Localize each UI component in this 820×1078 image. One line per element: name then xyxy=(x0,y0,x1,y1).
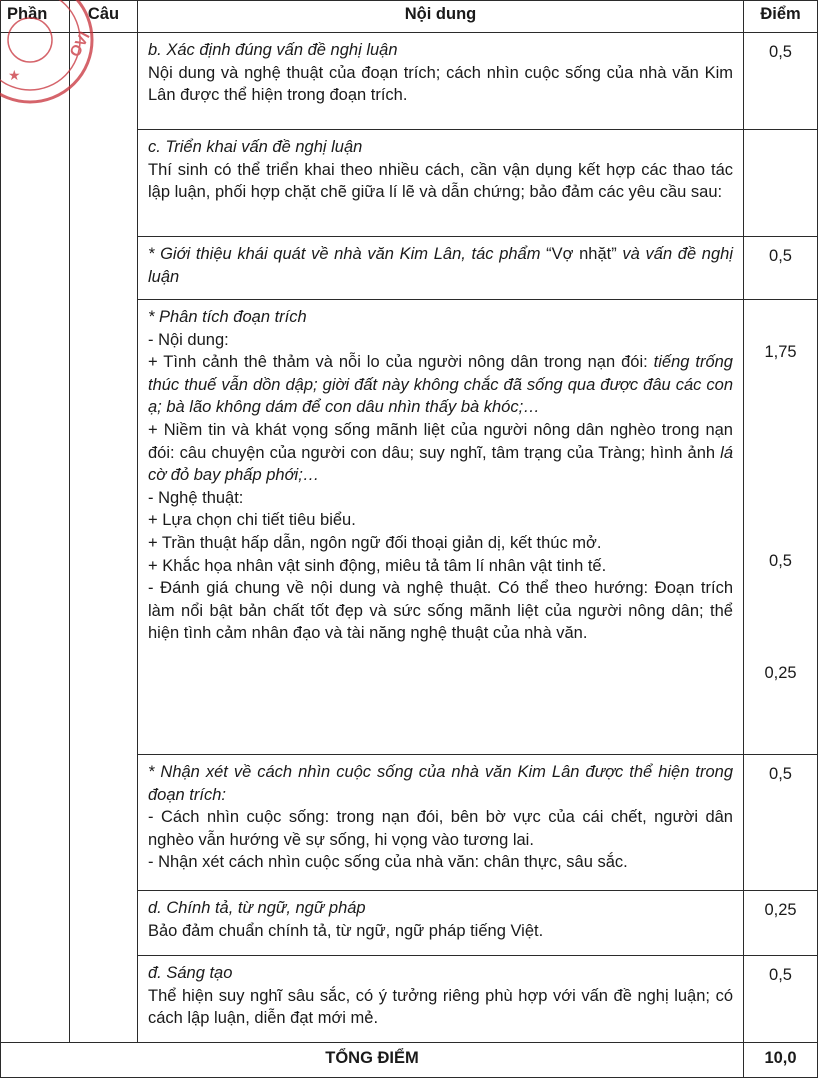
analysis-content-heading: - Nội dung: xyxy=(148,330,229,349)
phan-cell xyxy=(1,33,70,1043)
content-cell-d xyxy=(138,891,744,956)
stamp-text: OVI xyxy=(66,29,94,60)
row-c-body: Thí sinh có thể triển khai theo nhiều cách, cần vận dụng kết hợp các thao tác lập luận, phối hợp chặt chẽ giữa lí lẽ và dẫn chứng; bảo đảm các yêu cầu sau: xyxy=(148,160,733,202)
score-c xyxy=(744,130,818,237)
header-row xyxy=(1,1,818,33)
comment-line-2: - Nhận xét cách nhìn cuộc sống của nhà văn: chân thực, sâu sắc. xyxy=(148,853,628,872)
content-cell-intro xyxy=(138,237,744,300)
score-intro: 0,5 xyxy=(744,237,818,300)
cau-cell xyxy=(70,33,138,1043)
score-dd: 0,5 xyxy=(744,956,818,1043)
comment-line-1: - Cách nhìn cuộc sống: trong nạn đói, bên bờ vực của cái chết, người dân nghèo vẫn hướng về sự sống, hi vọng vào tương lai. xyxy=(148,808,733,849)
score-d: 0,25 xyxy=(744,891,818,956)
score-b: 0,5 xyxy=(744,33,818,130)
row-dd-body: Thể hiện suy nghĩ sâu sắc, có ý tưởng riêng phù hợp với vấn đề nghị luận; có cách lập luận, diễn đạt mới mẻ. xyxy=(148,986,733,1028)
total-row xyxy=(1,1043,818,1078)
analysis-art-1: + Lựa chọn chi tiết tiêu biểu. xyxy=(148,511,356,530)
analysis-eval: - Đánh giá chung về nội dung và nghệ thuật. Có thể theo hướng: Đoạn trích làm nổi bật bản chất tốt đẹp và sức sống mãnh liệt của người nông dân; thể hiện tình cảm nhân đạo và tài năng nghệ thuật của nhà văn. xyxy=(148,579,733,643)
header-diem: Điểm xyxy=(744,1,818,33)
analysis-art-heading: - Nghệ thuật: xyxy=(148,488,244,507)
score-analysis-eval: 0,25 xyxy=(764,664,797,682)
analysis-art-2: + Trần thuật hấp dẫn, ngôn ngữ đối thoại giản dị, kết thúc mở. xyxy=(148,533,602,552)
score-comment: 0,5 xyxy=(744,755,818,891)
header-cau: Câu xyxy=(70,1,138,33)
row-b-title: b. Xác định đúng vấn đề nghị luận xyxy=(148,41,398,59)
analysis-p2-italic: lá cờ đỏ bay phấp phới;… xyxy=(148,443,733,485)
intro-text-1: * Giới thiệu khái quát về nhà văn Kim Lân, tác phẩm xyxy=(148,245,547,263)
total-label: TỔNG ĐIỂM xyxy=(1,1043,744,1078)
header-noi-dung: Nội dung xyxy=(138,1,744,33)
content-cell-c xyxy=(138,130,744,237)
row-dd-title: đ. Sáng tạo xyxy=(148,964,233,982)
analysis-p2-lead: + Niềm tin và khát vọng sống mãnh liệt của người nông dân nghèo trong nạn đói: câu chuyện của người con dâu; suy nghĩ, tâm trạng của Tràng; hình ảnh xyxy=(148,420,733,462)
analysis-p1-italic: tiếng trống thúc thuế vẫn dồn dập; giời đất này không chắc đã sống qua được đâu các con ạ; bà lão không dám để con dâu nhìn thấy bà khóc;… xyxy=(148,353,733,417)
content-cell-analysis xyxy=(138,300,744,755)
score-analysis-art: 0,5 xyxy=(769,552,792,570)
comment-title: * Nhận xét về cách nhìn cuộc sống của nhà văn Kim Lân được thể hiện trong đoạn trích: xyxy=(148,763,733,804)
content-cell-dd xyxy=(138,956,744,1043)
row-d-body: Bảo đảm chuẩn chính tả, từ ngữ, ngữ pháp tiếng Việt. xyxy=(148,921,544,940)
score-analysis-cell xyxy=(744,300,818,755)
row-b-body: Nội dung và nghệ thuật của đoạn trích; cách nhìn cuộc sống của nhà văn Kim Lân được thể hiện trong đoạn trích. xyxy=(148,63,733,105)
analysis-art-3: + Khắc họa nhân vật sinh động, miêu tả tâm lí nhân vật tinh tế. xyxy=(148,556,607,575)
analysis-title: * Phân tích đoạn trích xyxy=(148,308,307,326)
header-phan: Phần xyxy=(1,1,70,33)
content-cell-b xyxy=(138,33,744,130)
content-cell-comment xyxy=(138,755,744,891)
row-c-title: c. Triển khai vấn đề nghị luận xyxy=(148,138,363,156)
row-d-title: d. Chính tả, từ ngữ, ngữ pháp xyxy=(148,899,366,917)
total-score: 10,0 xyxy=(744,1043,818,1078)
analysis-p1-lead: + Tình cảnh thê thảm và nỗi lo của người nông dân trong nạn đói: xyxy=(148,353,654,372)
score-analysis-content: 1,75 xyxy=(764,343,797,361)
intro-text-2: và vấn đề nghị luận xyxy=(148,245,734,286)
stamp-star-icon: ★ xyxy=(8,67,21,83)
intro-quote: “Vợ nhặt” xyxy=(546,245,617,263)
row-b xyxy=(1,33,818,130)
